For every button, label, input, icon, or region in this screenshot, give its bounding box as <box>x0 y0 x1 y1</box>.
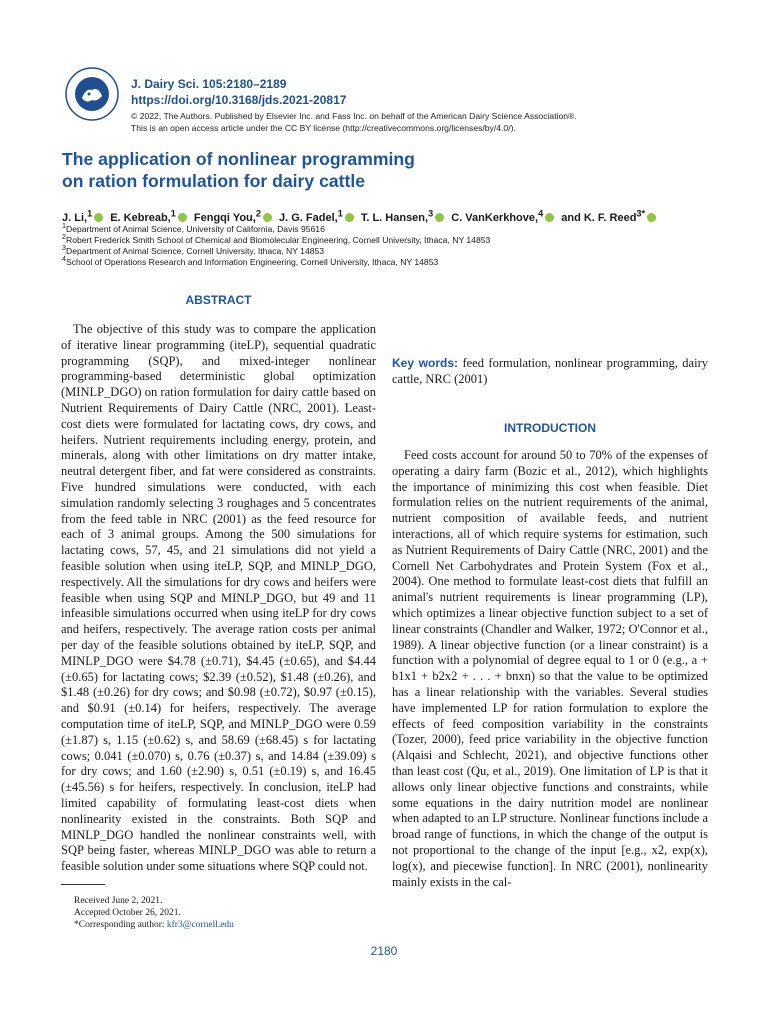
affiliation: $^2$Robert Frederick Smith School of Chemical and Biomolecular Engineering, Cornell University, Ithaca, NY 14853 <box>62 233 491 245</box>
orcid-icon[interactable] <box>345 213 354 222</box>
author: T. L. Hansen,$^3$ <box>360 208 434 224</box>
title-line-1: The application of nonlinear programming <box>62 149 415 169</box>
license-line: This is an open access article under the CC BY license (http://creativecommons.org/licenses/by/4.0/). <box>131 123 516 133</box>
orcid-icon[interactable] <box>545 213 554 222</box>
affiliation: $^1$Department of Animal Science, University of California, Davis 95616 <box>62 222 325 234</box>
keywords <box>392 356 708 388</box>
abstract-heading: ABSTRACT <box>185 293 252 307</box>
author: and K. F. Reed$^{3*}$ <box>561 208 646 224</box>
author: J. G. Fadel,$^1$ <box>279 208 343 224</box>
author: C. VanKerkhove,$^4$ <box>451 208 544 224</box>
doi-link[interactable]: https://doi.org/10.3168/jds.2021-20817 <box>131 93 347 107</box>
accepted-date: Accepted October 26, 2021. <box>74 908 181 918</box>
affiliation: $^3$Department of Animal Science, Cornell University, Ithaca, NY 14853 <box>62 244 325 256</box>
article-title <box>62 148 522 192</box>
orcid-icon[interactable] <box>647 213 656 222</box>
corresponding-author: *Corresponding author: kfr3@cornell.edu <box>74 920 234 930</box>
keywords-text: feed formulation, nonlinear programming, dairy cattle, NRC (2001) <box>392 356 708 386</box>
page-number: 2180 <box>370 944 398 958</box>
footnote-divider <box>61 884 105 885</box>
journal-reference: J. Dairy Sci. 105:2180–2189 <box>131 77 287 91</box>
ads-association-logo <box>64 66 120 122</box>
title-line-2: on ration formulation for dairy cattle <box>62 171 366 191</box>
author: J. Li,$^1$ <box>62 208 93 224</box>
keywords-label: Key words: <box>392 356 459 370</box>
affiliation: $^4$School of Operations Research and Information Engineering, Cornell University, Ithaca, NY 14853 <box>62 255 439 267</box>
orcid-icon[interactable] <box>435 213 444 222</box>
copyright-line: © 2022, The Authors. Published by Elsevier Inc. and Fass Inc. on behalf of the American Dairy Science Association®. <box>131 111 577 121</box>
author: E. Kebreab,$^1$ <box>110 208 176 224</box>
abstract-text: The objective of this study was to compare the application of iterative linear programming (iteLP), sequential quadratic programming (SQP), and mixed-integer nonlinear programming-based deterministic global optimization (MINLP_DGO) on ration formulation for dairy cattle based on Nutrient Requirements of Dairy Cattle (NRC, 2001). Least-cost diets were formulated for lactating cows, dry cows, and heifers. Nutrient requirements including energy, protein, and minerals, along with other limitations on dry matter intake, neutral detergent fiber, and fat were considered as constraints. Five hundred simulations were conducted, with each simulation randomly selecting 3 roughages and 5 concentrates from the feed table in NRC (2001) as the feed resource for each of 3 animal groups. Among the 500 simulations for lactating cows, 57, 45, and 21 simulations did not yield a feasible solution when using iteLP, SQP, and MINLP_DGO, respectively. All the simulations for dry cows and heifers were feasible when using SQP and MINLP_DGO, but 49 and 11 infeasible simulations occurred when using iteLP for dry cows and heifers, respectively. The average ration costs per animal per day of the feasible solutions obtained by iteLP, SQP, and MINLP_DGO were $4.78 (±0.71), $4.45 (±0.65), and $4.44 (±0.65) for lactating cows; $2.39 (±0.52), $1.48 (±0.26), and $1.48 (±0.26) for dry cows; and $0.98 (±0.72), $0.97 (±0.15), and $0.91 (±0.14) for heifers, respectively. The average computation time of iteLP, SQP, and MINLP_DGO were 0.59 (±1.87) s, 1.15 (±0.62) s, and 58.69 (±68.45) s for lactating cows; 0.041 (±0.070) s, 0.76 (±0.37) s, and 14.84 (±39.09) s for dry cows; and 1.60 (±2.90) s, 0.51 (±0.19) s, and 16.45 (±45.56) s for heifers, respectively. In conclusion, iteLP had limited capability of formulating least-cost diets when nonlinearity existed in the constraints. Both SQP and MINLP_DGO handled the nonlinear constraints well, with SQP being faster, whereas MINLP_DGO was able to return a feasible solution under some situations where SQP could not. <box>61 322 376 874</box>
author: Fengqi You,$^2$ <box>193 208 261 224</box>
email-link[interactable]: kfr3@cornell.edu <box>166 920 234 930</box>
received-date: Received June 2, 2021. <box>74 896 163 906</box>
introduction-text: Feed costs account for around 50 to 70% of the expenses of operating a dairy farm (Bozic et al., 2012), which highlights the importance of minimizing this cost when feasible. Diet formulation relies on the nutrient requirements of the animal, nutrient composition of available feeds, and nutrient interactions, all of which require systems for estimation, such as Nutrient Requirements of Dairy Cattle (NRC, 2001) and the Cornell Net Carbohydrates and Protein System (Fox et al., 2004). One method to formulate least-cost diets that fulfill an animal's nutrient requirements is linear programming (LP), which optimizes a linear objective function subject to a set of linear constraints (Chandler and Walker, 1972; O'Connor et al., 1989). A linear objective function (or a linear constraint) is a function with a polynomial of degree equal to 1 or 0 (e.g., a + b1x1 + b2x2 + . . . + bnxn) so that the value to be optimized has a linear relationship with the variables. Several studies have implemented LP for ration formulation to explore the effects of feed composition variability in the constraints (Tozer, 2000), feed price variability in the objective function (Alqaisi and Schlecht, 2021), and objective functions other than least cost (Qu, et al., 2019). One limitation of LP is that it allows only linear objective functions and constraints, while some equations in the dairy nutrition model are nonlinear when adapted to an LP structure. Nonlinear functions include a broad range of functions, in which the change of the output is not proportional to the change of the input [e.g., x2, exp(x), log(x), and piecewise function]. In NRC (2001), nonlinearity mainly exists in the cal- <box>392 448 708 889</box>
introduction-heading: INTRODUCTION <box>504 421 596 435</box>
